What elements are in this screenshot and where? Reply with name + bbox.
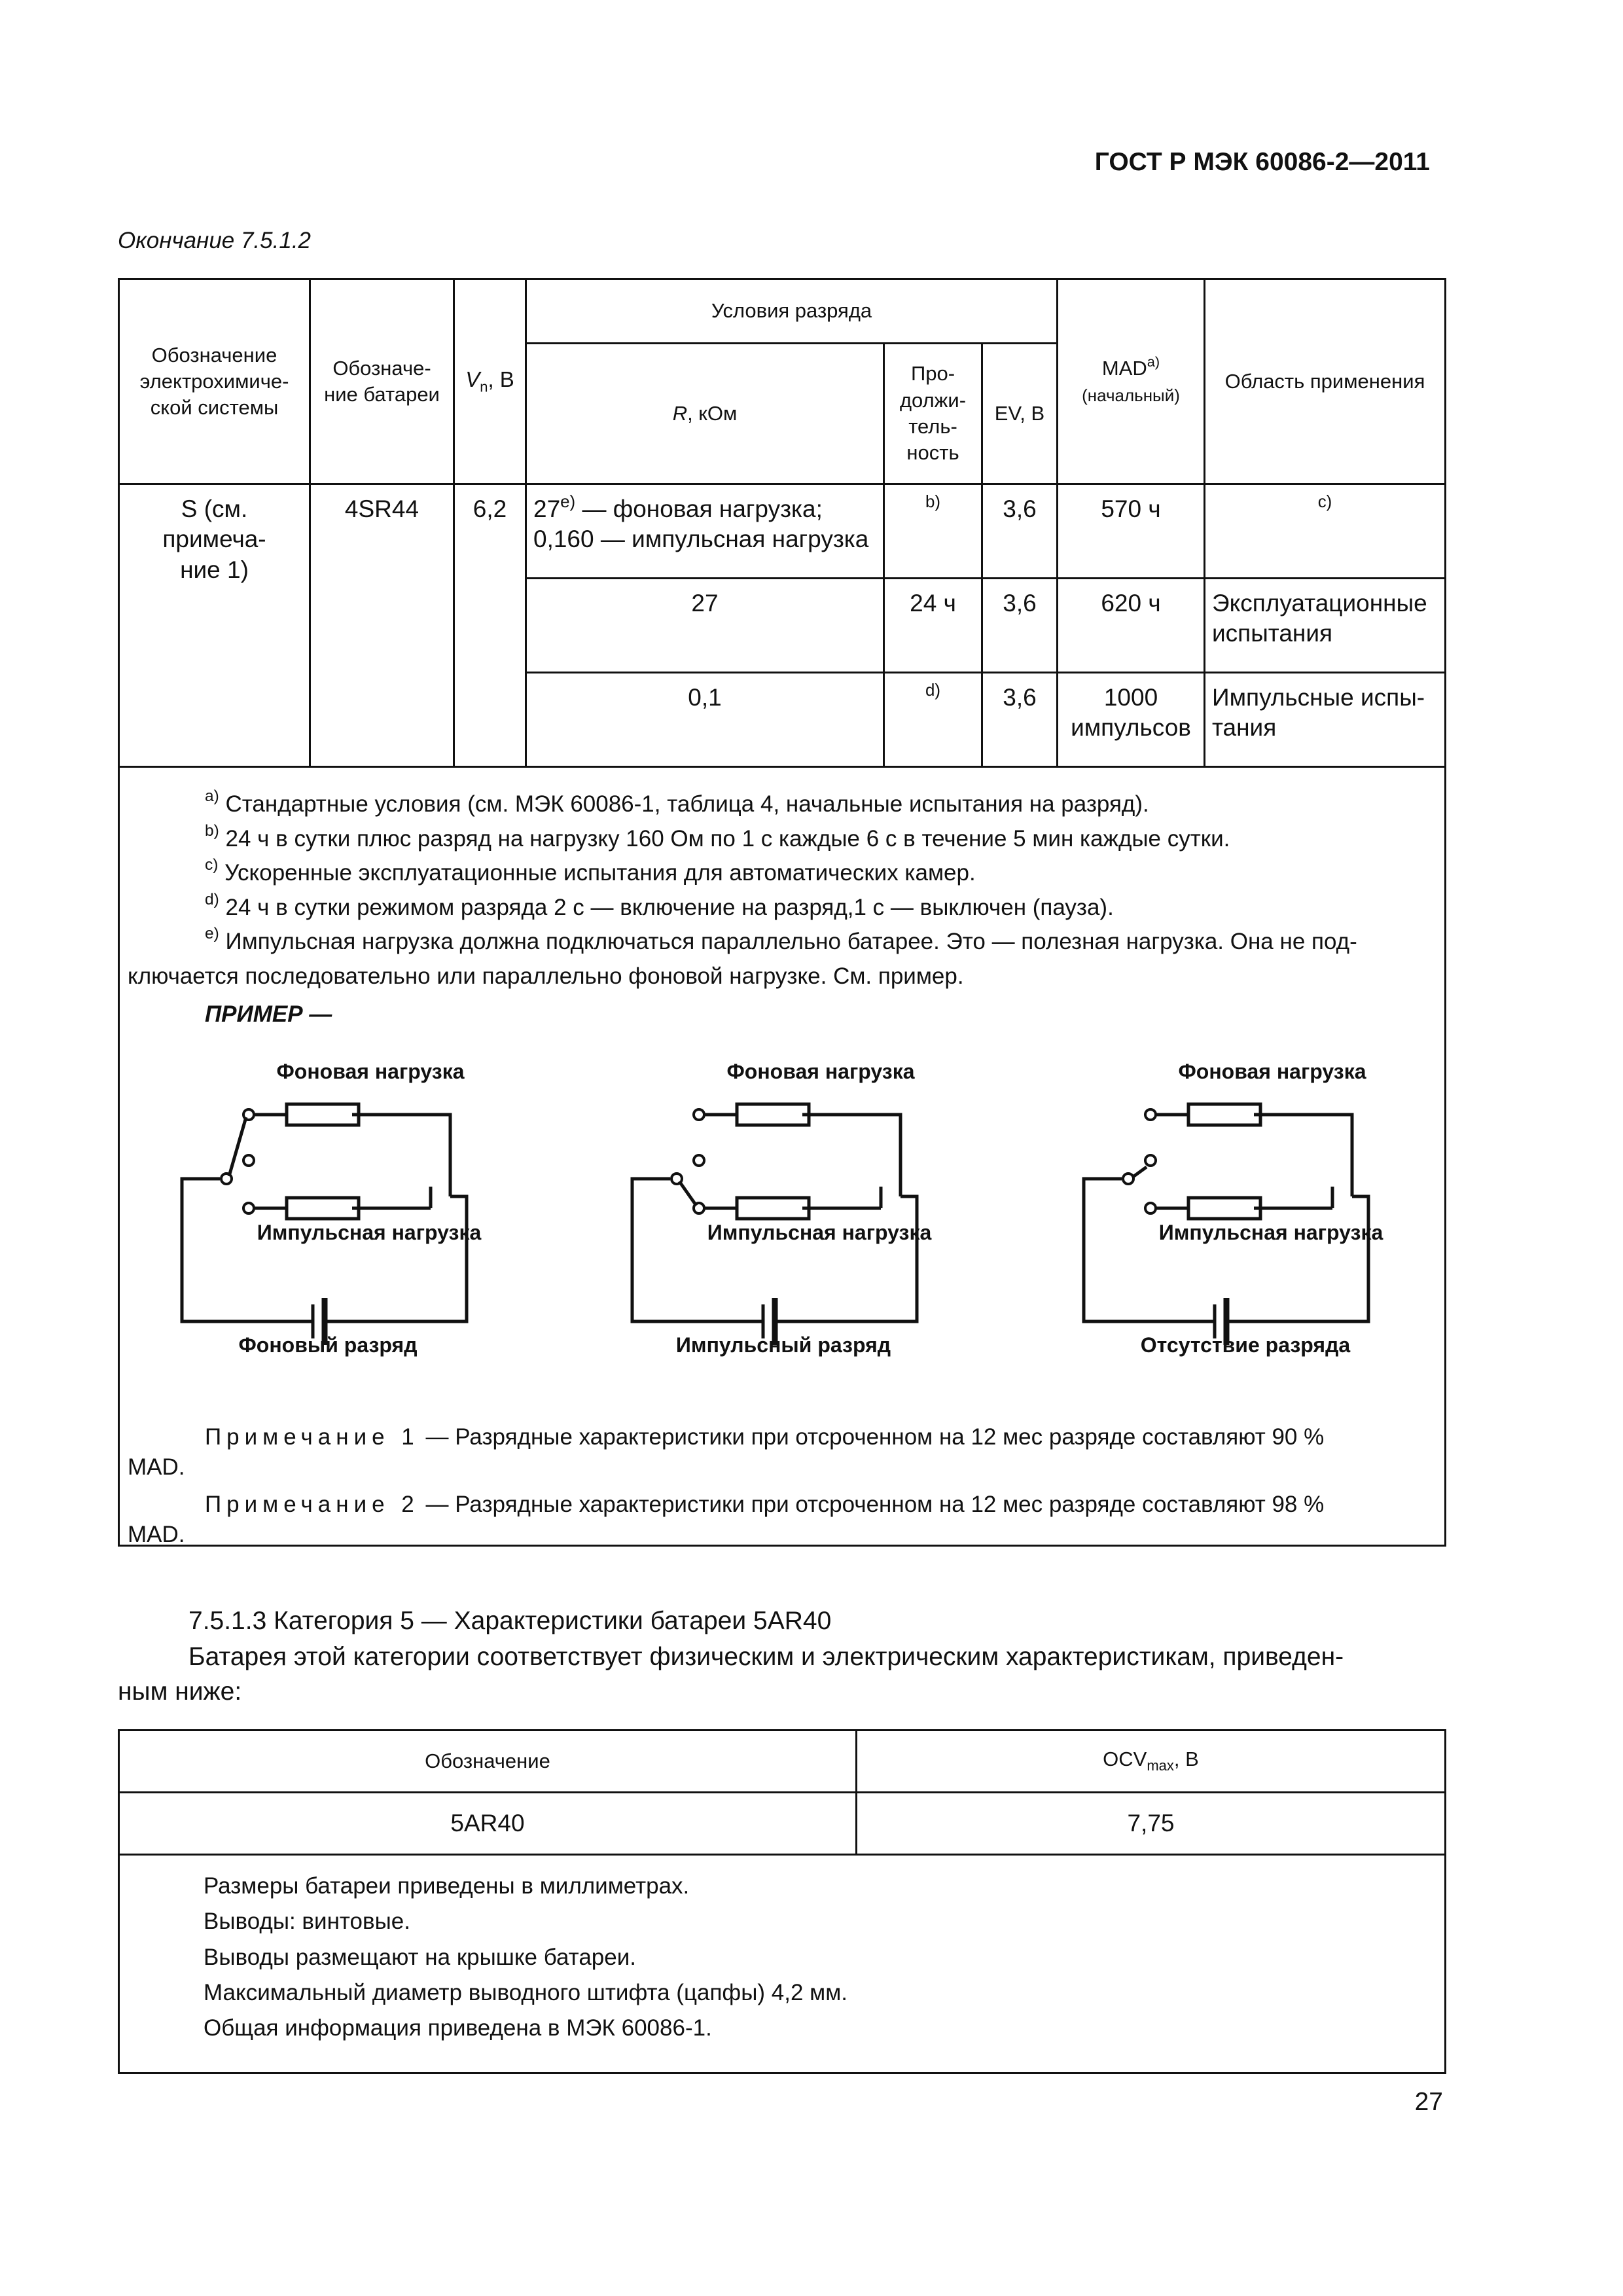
circuit-1-bottom-label: Фоновый разряд: [238, 1333, 418, 1357]
wire-left-return: [1084, 1179, 1215, 1321]
note-2-continuation: MAD.: [128, 1521, 185, 1547]
circuit-diagrams: [120, 1056, 1442, 1422]
note-2: Примечание 2 — Разрядные характеристики при отсроченном на 12 мес разряде составляют 98 %: [205, 1492, 1325, 1517]
note-1: Примечание 1 — Разрядные характеристики при отсроченном на 12 мес разряде составляют 90 %: [205, 1424, 1325, 1450]
switch-contact: [1145, 1155, 1156, 1166]
section-title: 7.5.1.3 Категория 5 — Характеристики батареи 5AR40: [188, 1607, 832, 1635]
wire-background-load: [1254, 1115, 1352, 1196]
example-label: ПРИМЕР —: [205, 1001, 332, 1027]
page-number: 27: [1414, 2088, 1443, 2116]
application-cell: Эксплуатационные испытания: [1205, 579, 1446, 673]
continuation-label: Окончание 7.5.1.2: [118, 228, 312, 253]
circuit-2-middle-label: Импульсная нагрузка: [707, 1221, 932, 1244]
note-1-continuation: MAD.: [128, 1454, 185, 1480]
wire-right-return: [352, 1196, 467, 1321]
battery-info: [119, 1855, 1446, 2073]
wire-background-load: [802, 1115, 901, 1196]
wire-right-return: [1254, 1196, 1368, 1321]
footnote-d: $^{d)}$ 24 ч в сутки режимом разряда 2 с — включение на разряд,1 с — выключен (пауза).: [205, 890, 1114, 920]
switch-contact: [1145, 1109, 1156, 1120]
circuit-3-bottom-label: Отсутствие разряда: [1140, 1333, 1351, 1357]
mad-cell: 620 ч: [1058, 579, 1205, 673]
circuit-2-bottom-label: Импульсный разряд: [675, 1333, 891, 1357]
header-r: R, кОм: [526, 344, 884, 484]
circuit-1-middle-label: Импульсная нагрузка: [257, 1221, 482, 1244]
footnote-b: $^{b)}$ 24 ч в сутки плюс разряд на нагрузку 160 Ом по 1 с каждые 6 с в течение 5 мин каждые сутки.: [205, 821, 1230, 852]
switch-contact: [694, 1109, 704, 1120]
circuit-3-middle-label: Импульсная нагрузка: [1158, 1221, 1383, 1244]
pulse-resistor: [737, 1198, 809, 1219]
switch-contact: [1123, 1174, 1133, 1184]
section-paragraph-line1: Батарея этой категории соответствует физическим и электрическим характеристикам, приведен-: [188, 1643, 1344, 1671]
header-discharge-conditions: Условия разряда: [526, 279, 1058, 344]
ocv-value: 7,75: [857, 1793, 1446, 1855]
battery-5ar40-table: [118, 1729, 1446, 2074]
r-cell: 0,1: [526, 673, 884, 767]
header-mad: MAD$^{a)}$ (начальный): [1058, 279, 1205, 484]
info-line: Максимальный диаметр выводного штифта (цапфы) 4,2 мм.: [204, 1979, 847, 2005]
wire-left-return: [632, 1179, 763, 1321]
footnotes-area: [119, 767, 1446, 1546]
mad-cell: 1000 импульсов: [1058, 673, 1205, 767]
switch-blade: [229, 1117, 246, 1176]
vn-cell: 6,2: [454, 484, 526, 767]
discharge-table: [118, 278, 1446, 1547]
pulse-resistor: [287, 1198, 359, 1219]
ev-cell: 3,6: [982, 579, 1058, 673]
switch-blade: [679, 1181, 696, 1206]
switch-contact: [243, 1203, 254, 1213]
application-cell: c): [1205, 484, 1446, 579]
wire-background-load: [352, 1115, 450, 1196]
system-cell: S (см. примеча-ние 1): [119, 484, 310, 767]
footnote-c: $^{c)}$ Ускоренные эксплуатационные испытания для автоматических камер.: [205, 856, 976, 886]
header-ocv: $OCV_{max}$, В: [857, 1731, 1446, 1793]
header-system: Обозначение электрохимиче-ской системы: [119, 279, 310, 484]
info-line: Выводы размещают на крышке батареи.: [204, 1944, 636, 1970]
mad-cell: 570 ч: [1058, 484, 1205, 579]
circuit-1-top-label: Фоновая нагрузка: [276, 1060, 465, 1083]
header-application: Область применения: [1205, 279, 1446, 484]
application-cell: Импульсные испы-тания: [1205, 673, 1446, 767]
r-cell: 27: [526, 579, 884, 673]
info-line: Размеры батареи приведены в миллиметрах.: [204, 1873, 690, 1899]
header-designation: Обозначение: [119, 1731, 857, 1793]
switch-blade: [1132, 1167, 1147, 1177]
wire-right-return: [802, 1196, 917, 1321]
background-resistor: [287, 1104, 359, 1125]
duration-cell: b): [884, 484, 982, 579]
designation-value: 5AR40: [119, 1793, 857, 1855]
info-line: Общая информация приведена в МЭК 60086-1.: [204, 2015, 712, 2041]
document-header: ГОСТ Р МЭК 60086-2—2011: [1094, 148, 1430, 176]
r-cell: 27$^{e)}$ — фоновая нагрузка; 0,160 — импульсная нагрузка: [526, 484, 884, 579]
switch-contact: [243, 1155, 254, 1166]
duration-cell: 24 ч: [884, 579, 982, 673]
circuit-3-top-label: Фоновая нагрузка: [1178, 1060, 1366, 1083]
header-duration: Про-должи-тель-ность: [884, 344, 982, 484]
info-line: Выводы: винтовые.: [204, 1909, 410, 1935]
switch-contact: [694, 1155, 704, 1166]
battery-cell: 4SR44: [310, 484, 454, 767]
footnote-a: $^{a)}$ Стандартные условия (см. МЭК 60086-1, таблица 4, начальные испытания на разряд).: [205, 787, 1149, 817]
header-vn: $V_n$, В: [454, 279, 526, 484]
footnote-e-continuation: ключается последовательно или параллельно фоновой нагрузке. См. пример.: [128, 963, 964, 989]
pulse-resistor: [1188, 1198, 1260, 1219]
circuit-2-top-label: Фоновая нагрузка: [726, 1060, 915, 1083]
switch-contact: [1145, 1203, 1156, 1213]
wire-left-return: [182, 1179, 313, 1321]
footnote-e: $^{e)}$ Импульсная нагрузка должна подключаться параллельно батарее. Это — полезная нагрузка. Она не под-: [205, 925, 1357, 954]
header-ev: EV, В: [982, 344, 1058, 484]
ev-cell: 3,6: [982, 484, 1058, 579]
ev-cell: 3,6: [982, 673, 1058, 767]
header-battery: Обозначе-ние батареи: [310, 279, 454, 484]
section-paragraph-line2: ным ниже:: [118, 1677, 242, 1706]
duration-cell: d): [884, 673, 982, 767]
background-resistor: [1188, 1104, 1260, 1125]
background-resistor: [737, 1104, 809, 1125]
